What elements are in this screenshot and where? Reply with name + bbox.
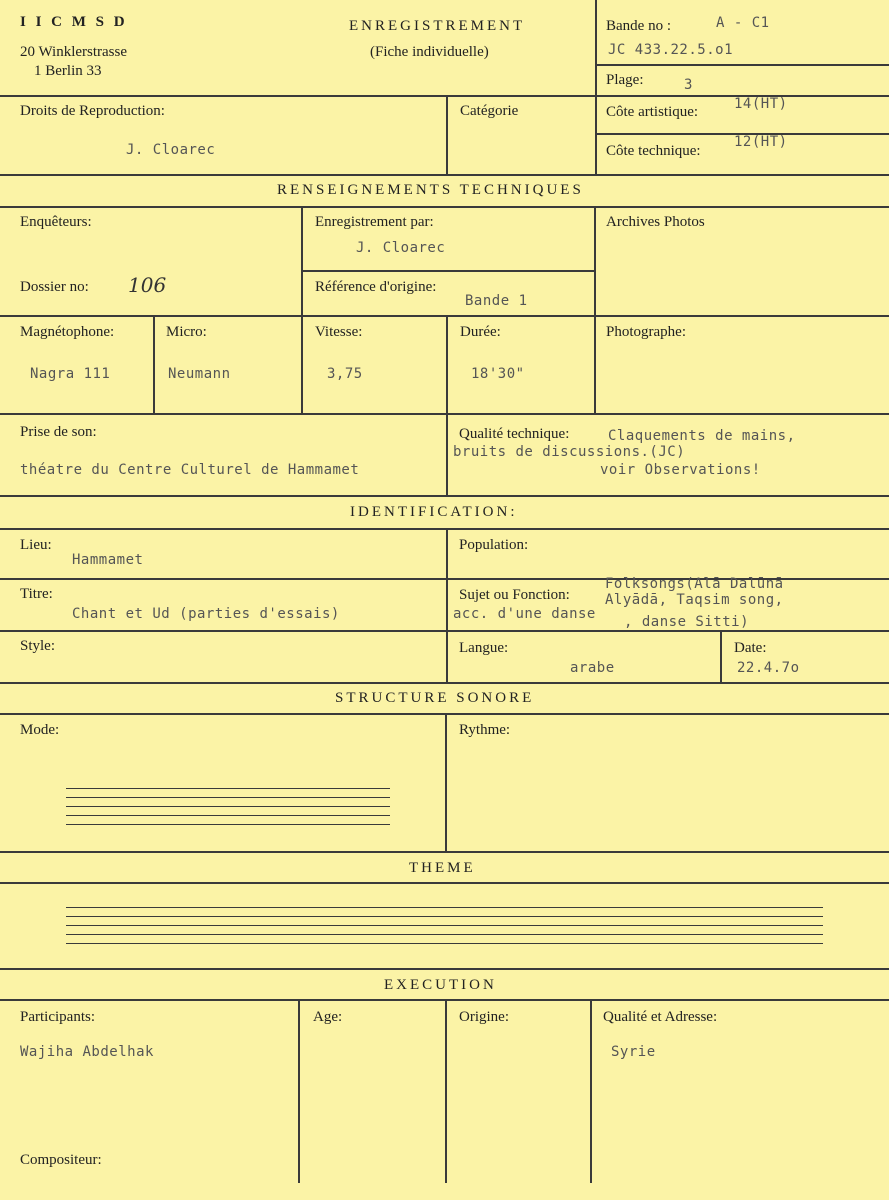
staff-line bbox=[66, 797, 390, 798]
address-line-1: 20 Winklerstrasse bbox=[20, 44, 128, 60]
column-divider bbox=[153, 315, 155, 413]
duree-value: 18'30" bbox=[471, 366, 525, 382]
magnetophone-label: Magnétophone: bbox=[20, 324, 115, 340]
enqueteurs-label: Enquêteurs: bbox=[20, 214, 92, 230]
prise-de-son-value: théatre du Centre Culturel de Hammamet bbox=[20, 462, 360, 478]
vitesse-value: 3,75 bbox=[327, 366, 363, 382]
prise-de-son-label: Prise de son: bbox=[20, 424, 97, 440]
qualite-technique-value-line1: Claquements de mains, bbox=[608, 428, 796, 444]
plage-value: 3 bbox=[684, 77, 693, 93]
staff-line bbox=[66, 925, 823, 926]
section-title-tech: RENSEIGNEMENTS TECHNIQUES bbox=[277, 182, 584, 198]
qualite-adresse-value: Syrie bbox=[611, 1044, 656, 1060]
rythme-label: Rythme: bbox=[459, 722, 511, 738]
lieu-label: Lieu: bbox=[20, 537, 52, 553]
column-divider bbox=[595, 0, 597, 95]
dossier-label: Dossier no: bbox=[20, 279, 89, 295]
row-divider bbox=[0, 206, 889, 208]
section-title-identification: IDENTIFICATION: bbox=[350, 504, 518, 520]
form-subtitle: (Fiche individuelle) bbox=[370, 44, 489, 60]
section-title-execution: EXECUTION bbox=[384, 977, 497, 993]
date-value: 22.4.7o bbox=[737, 660, 800, 676]
cote-artistique-label: Côte artistique: bbox=[606, 104, 699, 120]
dossier-value: 106 bbox=[128, 273, 167, 297]
row-divider bbox=[0, 174, 889, 176]
row-divider bbox=[0, 968, 889, 970]
origine-label: Origine: bbox=[459, 1009, 509, 1025]
column-divider bbox=[445, 713, 447, 851]
droits-label: Droits de Reproduction: bbox=[20, 103, 165, 119]
section-title-structure: STRUCTURE SONORE bbox=[335, 690, 535, 706]
form-title: ENREGISTREMENT bbox=[349, 18, 526, 34]
column-divider bbox=[298, 999, 300, 1183]
bande-label: Bande no : bbox=[606, 18, 671, 34]
row-divider bbox=[0, 528, 889, 530]
enregistrement-par-value: J. Cloarec bbox=[356, 240, 446, 256]
staff-line bbox=[66, 815, 390, 816]
column-divider bbox=[445, 999, 447, 1183]
cote-technique-value: 12(HT) bbox=[734, 134, 788, 150]
reference-label: Référence d'origine: bbox=[315, 279, 437, 295]
address-line-2: 1 Berlin 33 bbox=[34, 63, 102, 79]
qualite-technique-value-line3: voir Observations! bbox=[600, 462, 761, 478]
compositeur-label: Compositeur: bbox=[20, 1152, 102, 1168]
qualite-adresse-label: Qualité et Adresse: bbox=[603, 1009, 718, 1025]
row-divider bbox=[0, 315, 889, 317]
institute-logo-text: I I C M S D bbox=[20, 14, 128, 30]
langue-value: arabe bbox=[570, 660, 615, 676]
row-divider bbox=[0, 495, 889, 497]
categorie-label: Catégorie bbox=[460, 103, 519, 119]
cote-technique-label: Côte technique: bbox=[606, 143, 701, 159]
cote-artistique-value: 14(HT) bbox=[734, 96, 788, 112]
section-title-theme: THEME bbox=[409, 860, 476, 876]
staff-line bbox=[66, 788, 390, 789]
micro-label: Micro: bbox=[166, 324, 207, 340]
staff-line bbox=[66, 943, 823, 944]
staff-line bbox=[66, 916, 823, 917]
column-divider bbox=[301, 206, 303, 413]
enregistrement-par-label: Enregistrement par: bbox=[315, 214, 434, 230]
style-label: Style: bbox=[20, 638, 56, 654]
titre-value: Chant et Ud (parties d'essais) bbox=[72, 606, 340, 622]
row-divider bbox=[0, 682, 889, 684]
column-divider bbox=[446, 95, 448, 174]
sujet-value-line3: acc. d'une danse bbox=[453, 606, 596, 622]
age-label: Age: bbox=[313, 1009, 343, 1025]
column-divider bbox=[446, 315, 448, 413]
staff-line bbox=[66, 907, 823, 908]
sujet-value-line2: Alyādā, Taqsim song, bbox=[605, 592, 784, 608]
population-label: Population: bbox=[459, 537, 529, 553]
row-divider bbox=[302, 270, 594, 272]
row-divider bbox=[0, 630, 889, 632]
column-divider bbox=[590, 999, 592, 1183]
staff-line bbox=[66, 934, 823, 935]
droits-value: J. Cloarec bbox=[126, 142, 216, 158]
photographe-label: Photographe: bbox=[606, 324, 686, 340]
staff-line bbox=[66, 824, 390, 825]
column-divider bbox=[595, 95, 597, 174]
mode-label: Mode: bbox=[20, 722, 60, 738]
titre-label: Titre: bbox=[20, 586, 53, 602]
column-divider bbox=[446, 528, 448, 682]
row-divider bbox=[0, 851, 889, 853]
qualite-technique-label: Qualité technique: bbox=[459, 426, 570, 442]
row-divider bbox=[0, 882, 889, 884]
staff-line bbox=[66, 806, 390, 807]
participants-value: Wajiha Abdelhak bbox=[20, 1044, 154, 1060]
date-label: Date: bbox=[734, 640, 767, 656]
plage-label: Plage: bbox=[606, 72, 644, 88]
micro-value: Neumann bbox=[168, 366, 231, 382]
lieu-value: Hammamet bbox=[72, 552, 144, 568]
bande-code: JC 433.22.5.o1 bbox=[608, 42, 734, 58]
row-divider bbox=[0, 413, 889, 415]
sujet-label: Sujet ou Fonction: bbox=[459, 587, 570, 603]
archives-photos-label: Archives Photos bbox=[606, 214, 705, 230]
langue-label: Langue: bbox=[459, 640, 509, 656]
magnetophone-value: Nagra 111 bbox=[30, 366, 111, 382]
vitesse-label: Vitesse: bbox=[315, 324, 363, 340]
column-divider bbox=[446, 413, 448, 495]
bande-value: A - C1 bbox=[716, 15, 770, 31]
qualite-technique-value-line2: bruits de discussions.(JC) bbox=[453, 444, 686, 460]
duree-label: Durée: bbox=[460, 324, 501, 340]
sujet-value-line1: Folksongs(Alā Dalūnā bbox=[605, 576, 784, 592]
column-divider bbox=[720, 630, 722, 682]
row-divider bbox=[596, 64, 889, 66]
column-divider bbox=[594, 206, 596, 413]
sujet-value-line4: , danse Sitti) bbox=[624, 614, 750, 630]
participants-label: Participants: bbox=[20, 1009, 95, 1025]
reference-value: Bande 1 bbox=[465, 293, 528, 309]
